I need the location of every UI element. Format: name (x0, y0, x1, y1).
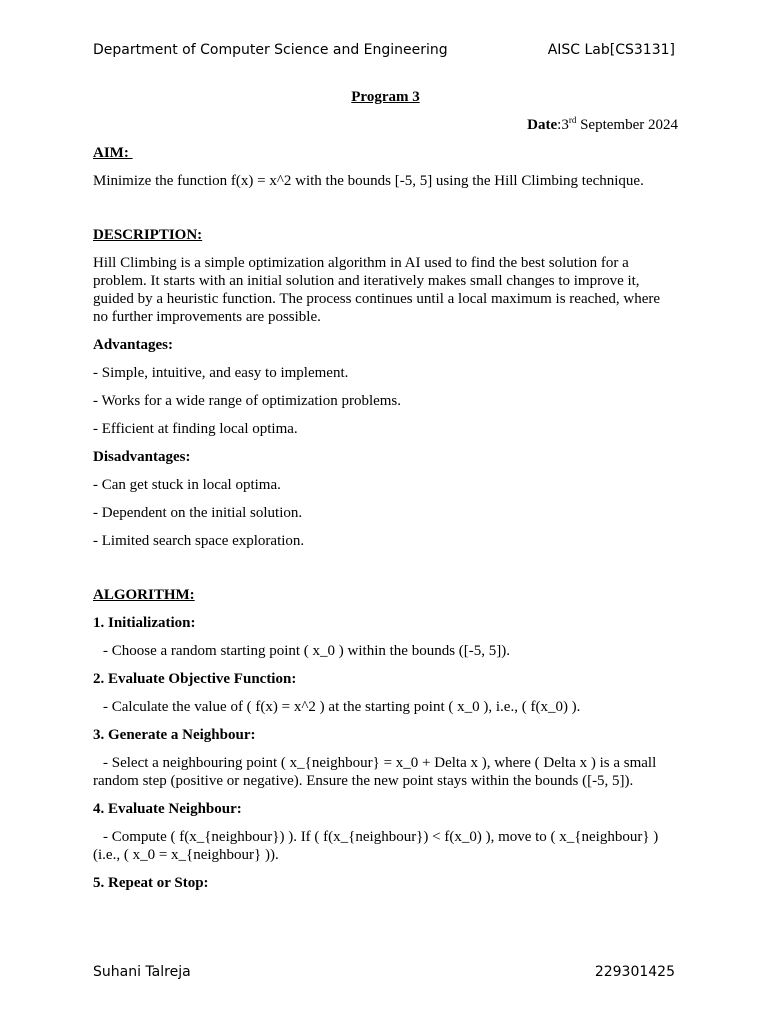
lab-code: AISC Lab[CS3131] (547, 42, 675, 58)
disadvantage-item: - Dependent on the initial solution. (93, 505, 303, 521)
date-suffix: rd (568, 115, 577, 125)
advantage-item: - Efficient at finding local optima. (93, 421, 298, 437)
date-label: Date (527, 117, 558, 133)
disadvantages-heading: Disadvantages: (93, 449, 191, 465)
advantage-item: - Works for a wide range of optimization problems. (93, 393, 402, 409)
aim-heading: AIM: (93, 145, 133, 161)
page-header (93, 42, 675, 58)
description-text: Hill Climbing is a simple optimization algorithm in AI used to find the best solution for a problem. It starts with an initial solution and iteratively makes small changes to improve it, guided by a heuristic function. The process continues until a local maximum is reached, where no further improvements are possible. (93, 255, 661, 325)
author-name: Suhani Talreja (93, 964, 191, 980)
step-title: 1. Initialization: (93, 615, 196, 631)
step-text: - Calculate the value of ( f(x) = x^2 ) at the starting point ( x_0 ), i.e., ( f(x_0) ). (103, 699, 581, 715)
department-name: Department of Computer Science and Engineering (93, 42, 448, 58)
step-title: 4. Evaluate Neighbour: (93, 801, 242, 817)
step-title: 3. Generate a Neighbour: (93, 727, 256, 743)
step-title: 2. Evaluate Objective Function: (93, 671, 297, 687)
page-footer (93, 964, 675, 980)
date-line (93, 116, 678, 134)
step-text: - Compute ( f(x_{neighbour}) ). If ( f(x_{neighbour}) < f(x_0) ), move to ( x_{neighbour} ) (i.e., ( x_0 = x_{neighbour} )). (93, 829, 659, 863)
aim-text: Minimize the function f(x) = x^2 with the bounds [-5, 5] using the Hill Climbing technique. (93, 173, 644, 189)
student-id: 229301425 (594, 964, 675, 980)
step-title: 5. Repeat or Stop: (93, 875, 209, 891)
advantages-heading: Advantages: (93, 337, 174, 353)
disadvantage-item: - Limited search space exploration. (93, 533, 305, 549)
advantage-item: - Simple, intuitive, and easy to implement. (93, 365, 349, 381)
program-title: Program 3 (351, 89, 420, 105)
disadvantage-item: - Can get stuck in local optima. (93, 477, 281, 493)
step-text: - Choose a random starting point ( x_0 ) within the bounds ([-5, 5]). (103, 643, 511, 659)
document-body (93, 88, 678, 902)
date-rest: September 2024 (576, 117, 678, 133)
description-heading: DESCRIPTION: (93, 227, 203, 243)
algorithm-heading: ALGORITHM: (93, 587, 195, 603)
date-day: :3 (557, 117, 569, 133)
step-text: - Select a neighbouring point ( x_{neighbour} = x_0 + Delta x ), where ( Delta x ) is a small random step (positive or negative). Ensure the new point stays within the bounds ([-5, 5]). (93, 755, 657, 789)
